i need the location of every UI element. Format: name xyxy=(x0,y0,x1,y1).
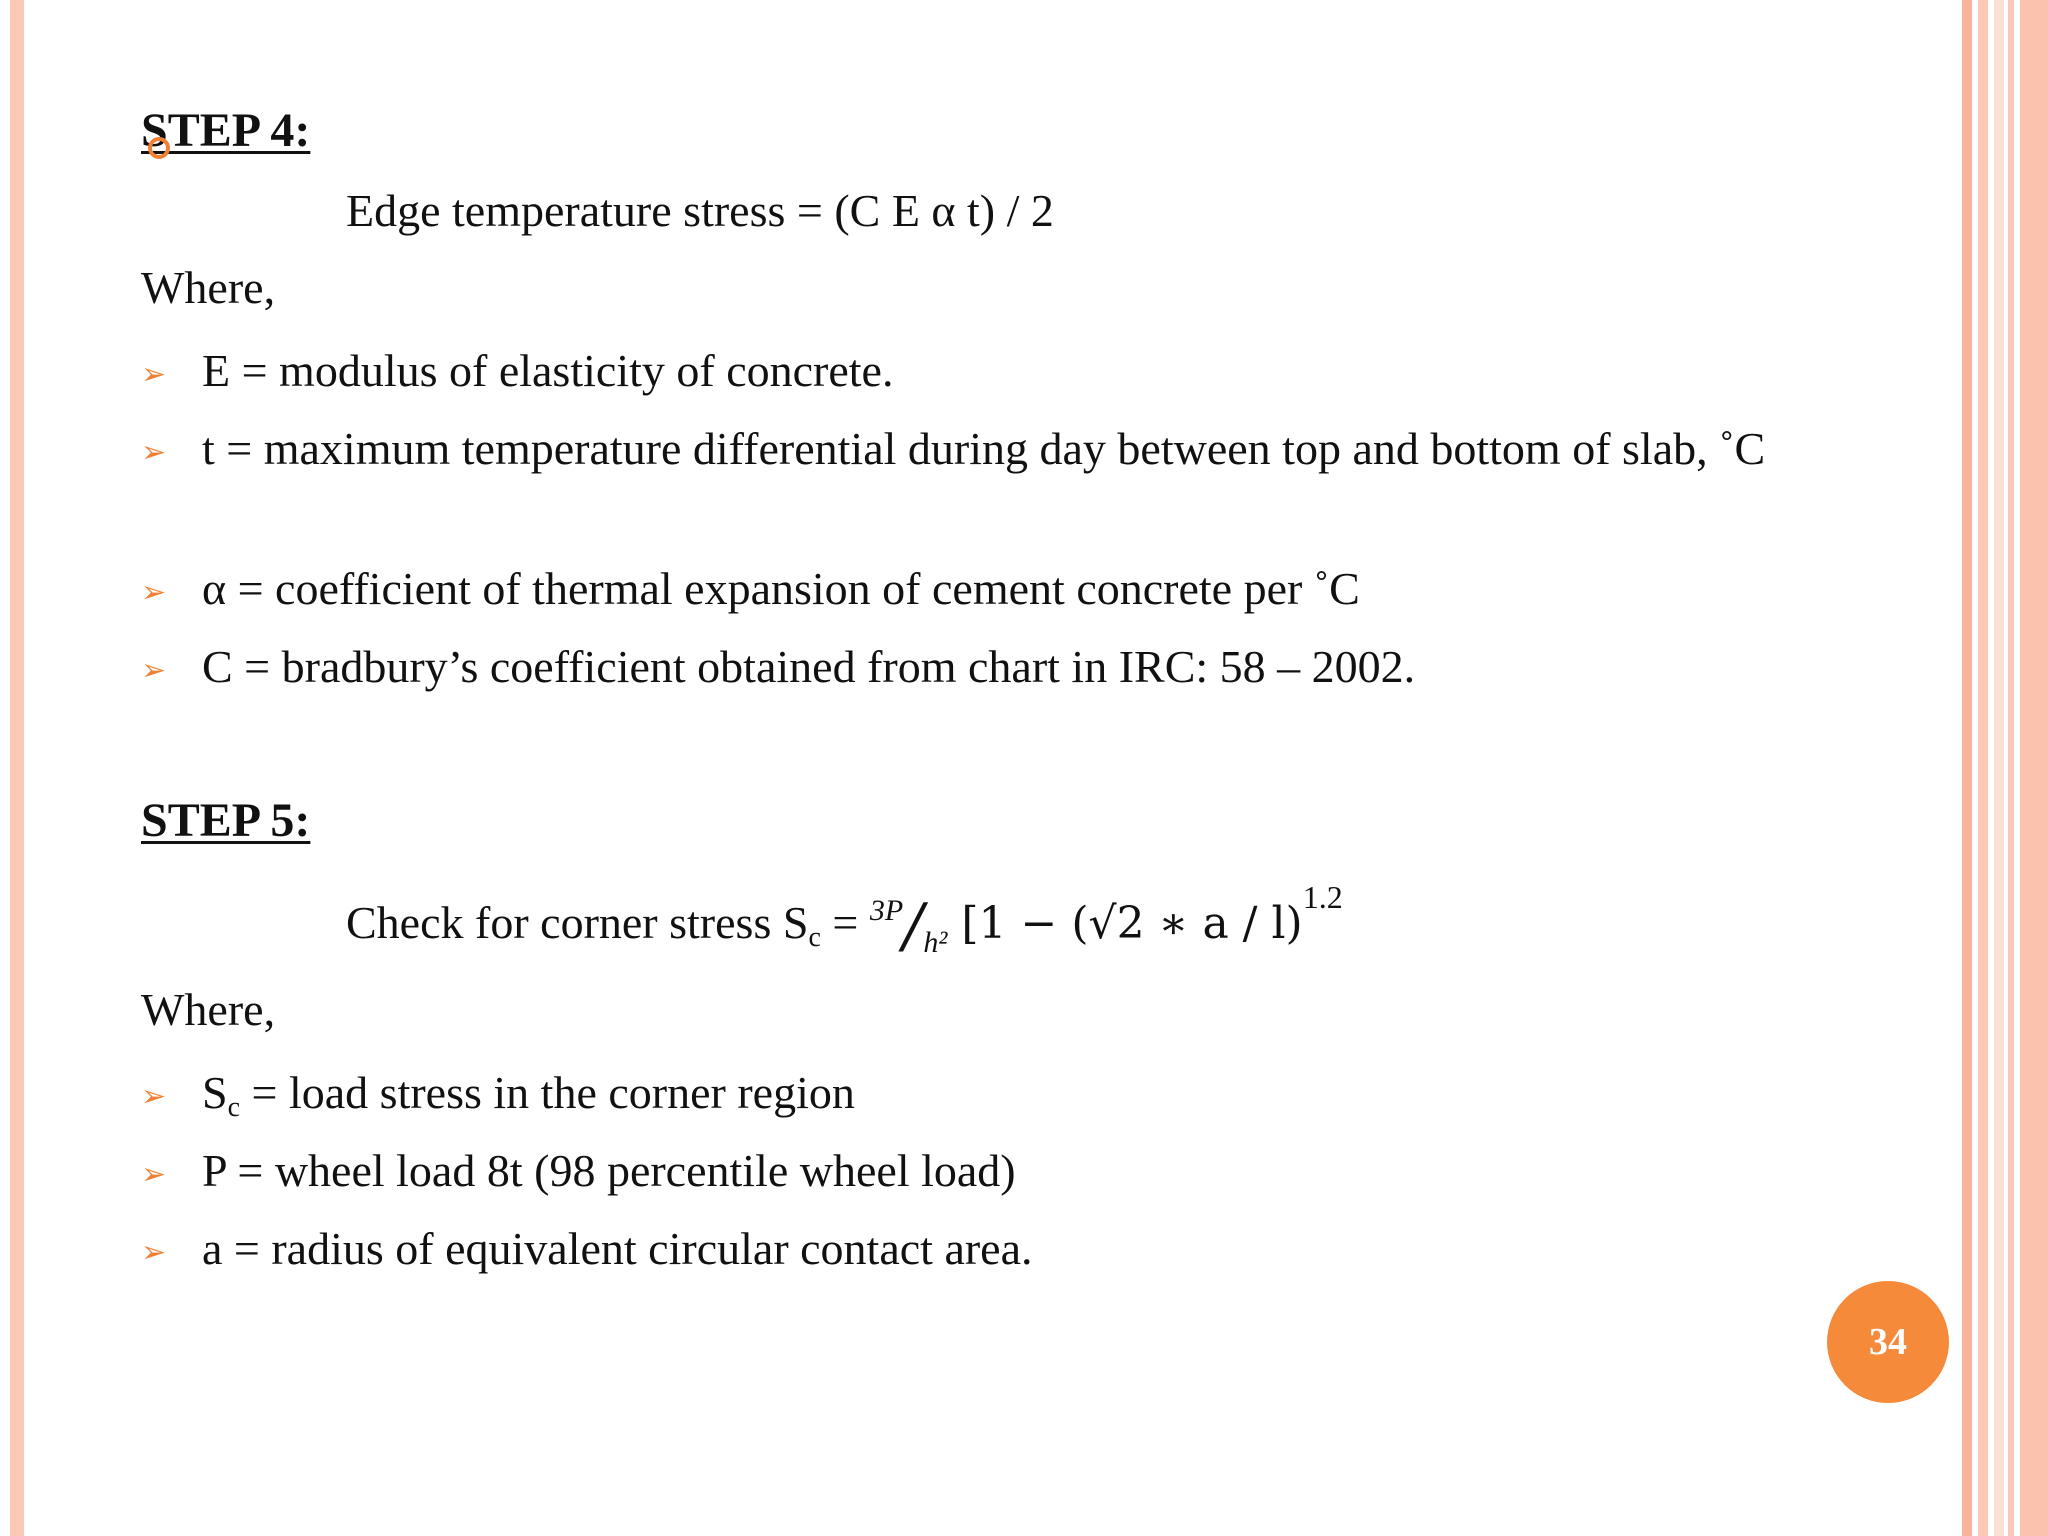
formula-prefix: Check for corner stress S xyxy=(346,897,809,948)
arrow-bullet-icon: ➢ xyxy=(141,1236,167,1269)
arrow-bullet-icon: ➢ xyxy=(141,576,167,609)
step4-where: Where, xyxy=(141,262,276,313)
step4-heading: STEP 4: xyxy=(141,104,311,157)
right-border-stripe xyxy=(1962,0,1972,1536)
step4-item-1: E = modulus of elasticity of concrete. xyxy=(202,345,894,396)
formula-equals: = xyxy=(820,897,870,948)
formula-denominator: h² xyxy=(923,926,948,959)
arrow-bullet-icon: ➢ xyxy=(141,654,167,687)
step4-item-3: α = coefficient of thermal expansion of cement concrete per ˚C xyxy=(202,563,1360,614)
step5-formula xyxy=(346,880,1343,959)
formula-exponent: 1.2 xyxy=(1302,879,1343,915)
step5-heading: STEP 5: xyxy=(141,794,311,847)
item-sub: c xyxy=(227,1092,241,1123)
page-number-badge: 34 xyxy=(1827,1281,1949,1403)
right-border-stripe xyxy=(2020,0,2048,1536)
left-border-stripe xyxy=(10,0,24,1536)
step4-formula: Edge temperature stress = (C E α t) / 2 xyxy=(346,185,1054,236)
formula-numerator: 3P xyxy=(869,894,904,927)
item-rest: = load stress in the corner region xyxy=(240,1067,855,1118)
right-border-stripe xyxy=(2008,0,2014,1536)
step4-item-2: t = maximum temperature differential during day between top and bottom of slab, ˚C xyxy=(202,423,1766,474)
arrow-bullet-icon: ➢ xyxy=(141,1080,167,1113)
arrow-bullet-icon: ➢ xyxy=(141,358,167,391)
item-main: S xyxy=(202,1067,228,1118)
step5-item-3: a = radius of equivalent circular contact area. xyxy=(202,1223,1033,1274)
right-border-stripe xyxy=(1978,0,1988,1536)
arrow-bullet-icon: ➢ xyxy=(141,1158,167,1191)
formula-bracket: [1 − (√2 ∗ a / l) xyxy=(947,898,1303,949)
step5-where: Where, xyxy=(141,984,276,1035)
step5-item-1 xyxy=(202,1062,1802,1123)
arrow-bullet-icon: ➢ xyxy=(141,436,167,469)
formula-prefix-sub: c xyxy=(808,922,821,953)
step5-item-2: P = wheel load 8t (98 percentile wheel load) xyxy=(202,1145,1016,1196)
cursor-circle-icon xyxy=(148,137,170,159)
right-border-stripe xyxy=(1994,0,2004,1536)
formula-slash: / xyxy=(903,891,924,961)
step4-item-4: C = bradbury’s coefficient obtained from chart in IRC: 58 – 2002. xyxy=(202,641,1416,692)
